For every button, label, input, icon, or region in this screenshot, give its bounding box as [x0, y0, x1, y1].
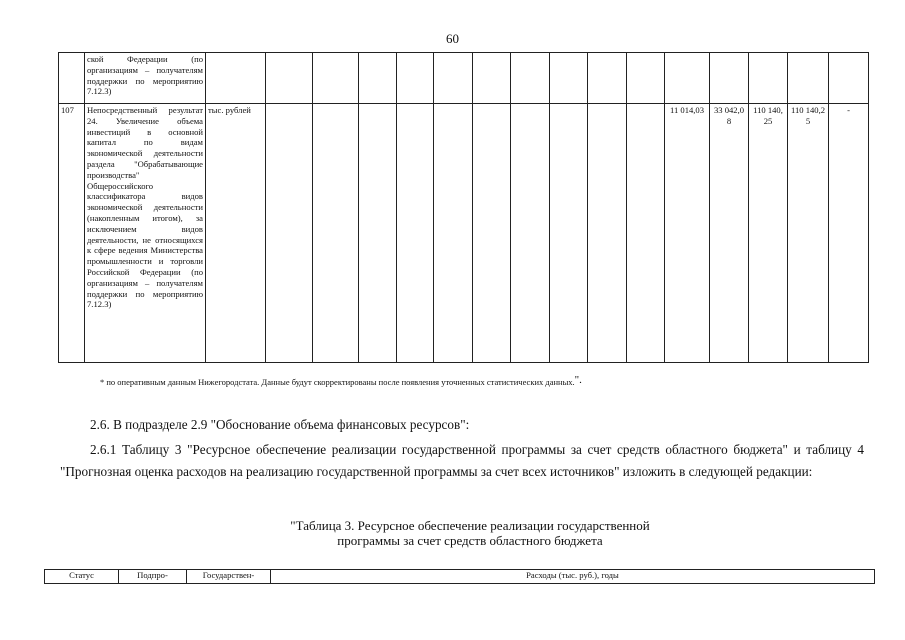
value-cell — [710, 53, 749, 104]
value-cell: 11 014,03 — [665, 104, 710, 363]
table-row — [59, 104, 869, 363]
unit — [206, 53, 266, 104]
indicator-name: Непосредственный результат 24. Увеличение объема инвестиций в основной капитал по видам экономической деятельности раздела "Обрабатывающие производства" Общероссийского классификатора видов экономической деятельности (накопленным итогом), за исключением видов деятельности, не относящихся к сфере ведения Министерства промышленности и торговли Российской Федерации (по организациям – получателям поддержки по мероприятию 7.12.3) — [85, 104, 206, 363]
footnote — [100, 374, 582, 387]
value-cell — [313, 104, 359, 363]
indicators-table — [58, 52, 869, 363]
value-cell — [397, 104, 434, 363]
paragraph-2-6-1: 2.6.1 Таблицу 3 "Ресурсное обеспечение реализации государственной программы за счет средств областного бюджета" и таблицу 4 "Прогнозная оценка расходов на реализацию государственной программы за счет всех источников" изложить в следующей редакции: — [60, 442, 864, 479]
table-caption-line-1: "Таблица 3. Ресурсное обеспечение реализации государственной — [290, 518, 650, 533]
value-cell — [788, 53, 829, 104]
value-cell — [359, 104, 397, 363]
value-cell — [829, 53, 869, 104]
column-header-state: Государствен- — [187, 570, 271, 584]
footnote-text: * по оперативным данным Нижегородстата. Данные будут скорректированы после появления уточненных статистических данных. — [100, 377, 575, 387]
value-cell — [397, 53, 434, 104]
column-header-subprogram: Подпро- — [119, 570, 187, 584]
value-cell: 110 140,25 — [788, 104, 829, 363]
value-cell: 110 140,25 — [749, 104, 788, 363]
value-cell — [588, 104, 627, 363]
table-caption — [200, 518, 740, 548]
table3-header — [44, 569, 875, 584]
value-cell — [550, 104, 588, 363]
value-cell — [266, 104, 313, 363]
column-header-expenses: Расходы (тыс. руб.), годы — [271, 570, 875, 584]
footnote-close-quote: ". — [574, 374, 582, 386]
value-cell — [627, 104, 665, 363]
value-cell — [473, 104, 511, 363]
unit: тыс. рублей — [206, 104, 266, 363]
value-cell — [749, 53, 788, 104]
value-cell — [511, 104, 550, 363]
column-header-status: Статус — [45, 570, 119, 584]
paragraph-2-6: 2.6. В подразделе 2.9 "Обоснование объема финансовых ресурсов": — [90, 417, 470, 432]
value-cell — [550, 53, 588, 104]
value-cell — [665, 53, 710, 104]
value-cell — [434, 53, 473, 104]
indicator-name: ской Федерации (по организациям – получателям поддержки по мероприятию 7.12.3) — [85, 53, 206, 104]
value-cell — [627, 53, 665, 104]
value-cell: - — [829, 104, 869, 363]
value-cell — [313, 53, 359, 104]
value-cell — [473, 53, 511, 104]
page-number: 60 — [446, 31, 459, 46]
table-row — [59, 53, 869, 104]
table-caption-line-2: программы за счет средств областного бюджета — [337, 533, 603, 548]
value-cell — [266, 53, 313, 104]
value-cell — [434, 104, 473, 363]
value-cell: 33 042,08 — [710, 104, 749, 363]
row-number — [59, 53, 85, 104]
value-cell — [359, 53, 397, 104]
row-number: 107 — [59, 104, 85, 363]
value-cell — [511, 53, 550, 104]
value-cell — [588, 53, 627, 104]
table-row — [45, 570, 875, 584]
